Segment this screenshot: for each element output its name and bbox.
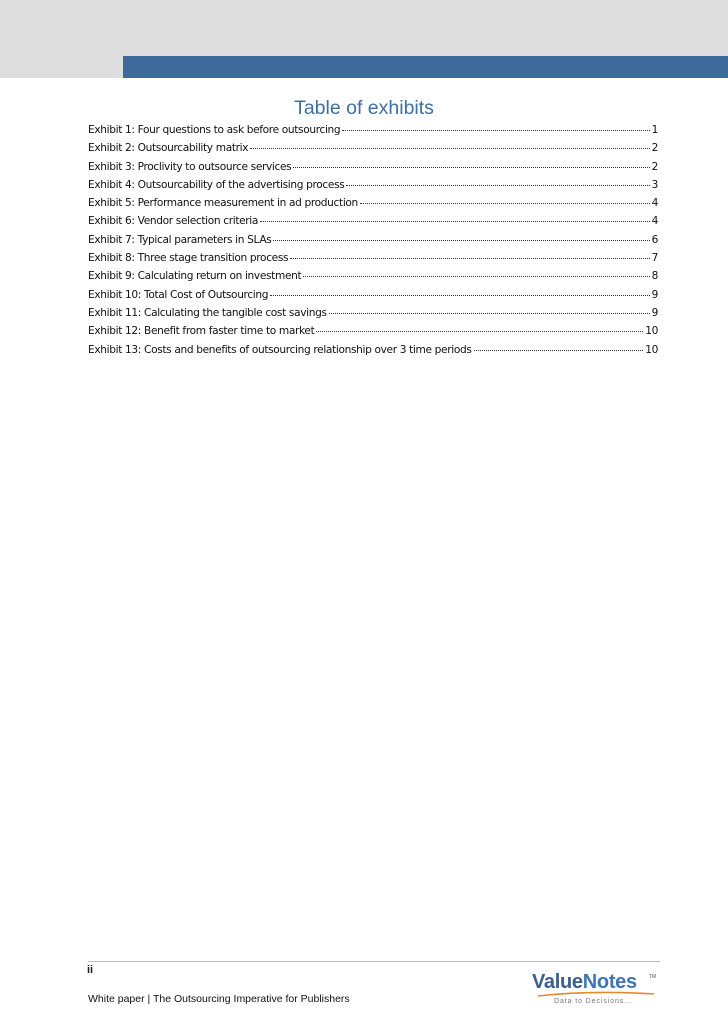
- dot-leader: [293, 167, 649, 168]
- exhibit-entry[interactable]: [88, 270, 658, 288]
- dot-leader: [273, 240, 649, 241]
- footer-divider: [88, 961, 660, 962]
- logo-tagline: Data to Decisions...: [554, 998, 633, 1005]
- dot-leader: [346, 185, 649, 186]
- exhibit-label: Exhibit 9: Calculating return on investment: [88, 270, 302, 283]
- exhibit-page-number: 2: [651, 142, 658, 155]
- exhibit-page-number: 8: [651, 270, 658, 283]
- dot-leader: [303, 276, 649, 277]
- exhibit-entry[interactable]: [88, 161, 658, 179]
- exhibit-page-number: 4: [651, 197, 658, 210]
- logo-trademark: TM: [649, 974, 657, 980]
- dot-leader: [250, 148, 649, 149]
- exhibit-page-number: 3: [651, 178, 658, 191]
- exhibit-entry[interactable]: [88, 124, 658, 142]
- exhibit-page-number: 9: [651, 288, 658, 301]
- exhibit-label: Exhibit 8: Three stage transition process: [88, 252, 289, 265]
- exhibits-list: [88, 124, 658, 362]
- logo-value-text: Value: [532, 971, 583, 993]
- exhibit-page-number: 9: [651, 306, 658, 319]
- exhibit-entry[interactable]: [88, 325, 658, 343]
- exhibit-page-number: 4: [651, 215, 658, 228]
- exhibit-label: Exhibit 12: Benefit from faster time to market: [88, 325, 315, 338]
- exhibit-label: Exhibit 2: Outsourcability matrix: [88, 142, 249, 155]
- valuenotes-logo: [530, 971, 660, 1011]
- footer-text: White paper | The Outsourcing Imperative for Publishers: [88, 993, 350, 1005]
- dot-leader: [316, 331, 643, 332]
- exhibit-label: Exhibit 10: Total Cost of Outsourcing: [88, 288, 269, 301]
- exhibit-entry[interactable]: [88, 289, 658, 307]
- exhibit-entry[interactable]: [88, 142, 658, 160]
- exhibit-label: Exhibit 5: Performance measurement in ad production: [88, 197, 358, 210]
- exhibit-label: Exhibit 7: Typical parameters in SLAs: [88, 233, 272, 246]
- exhibit-entry[interactable]: [88, 234, 658, 252]
- dot-leader: [474, 350, 644, 351]
- dot-leader: [342, 130, 649, 131]
- exhibit-label: Exhibit 3: Proclivity to outsource services: [88, 160, 292, 173]
- page-number: ii: [87, 964, 94, 976]
- exhibit-entry[interactable]: [88, 197, 658, 215]
- exhibit-page-number: 2: [651, 160, 658, 173]
- exhibit-page-number: 7: [651, 252, 658, 265]
- exhibit-page-number: 10: [645, 343, 658, 356]
- exhibit-label: Exhibit 6: Vendor selection criteria: [88, 215, 259, 228]
- logo-notes-text: Notes: [582, 971, 637, 993]
- dot-leader: [290, 258, 649, 259]
- dot-leader: [329, 313, 650, 314]
- exhibit-entry[interactable]: [88, 307, 658, 325]
- exhibit-entry[interactable]: [88, 252, 658, 270]
- exhibit-entry[interactable]: [88, 215, 658, 233]
- exhibit-entry[interactable]: [88, 344, 658, 362]
- dot-leader: [360, 203, 650, 204]
- exhibit-page-number: 6: [651, 233, 658, 246]
- dot-leader: [260, 221, 650, 222]
- exhibit-label: Exhibit 11: Calculating the tangible cost savings: [88, 306, 327, 319]
- page-title: Table of exhibits: [294, 97, 434, 119]
- exhibit-label: Exhibit 13: Costs and benefits of outsourcing relationship over 3 time periods: [88, 343, 472, 356]
- exhibit-label: Exhibit 4: Outsourcability of the advertising process: [88, 178, 345, 191]
- dot-leader: [270, 295, 649, 296]
- exhibit-entry[interactable]: [88, 179, 658, 197]
- exhibit-label: Exhibit 1: Four questions to ask before outsourcing: [88, 124, 341, 136]
- header-bar: [123, 56, 728, 78]
- exhibit-page-number: 1: [651, 124, 658, 136]
- exhibit-page-number: 10: [645, 325, 658, 338]
